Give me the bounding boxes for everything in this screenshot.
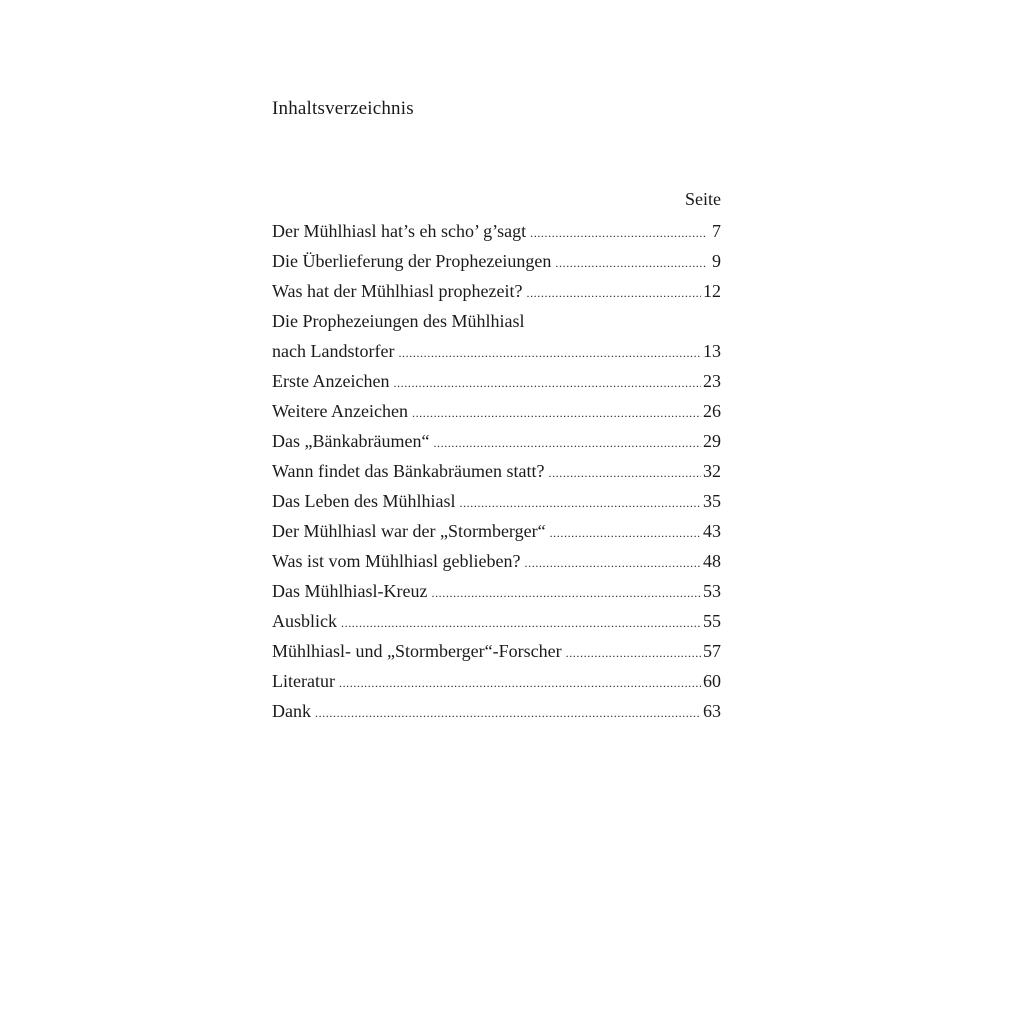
toc-entry-page: 57 [703,641,721,661]
leader-dots [530,218,707,248]
toc-entry-title: Der Mühlhiasl war der „Stormberger“ [272,521,546,541]
toc-entry-title: Was hat der Mühlhiasl prophezeit? [272,281,523,301]
toc-entry-page: 53 [703,581,721,601]
toc-entry [272,696,721,726]
toc-entry [272,426,721,456]
leader-dots [433,428,701,458]
toc-entry-title: Das Leben des Mühlhiasl [272,491,456,511]
toc-entry [272,516,721,546]
leader-dots [431,578,701,608]
leader-dots [555,248,707,278]
toc-entry [272,666,721,696]
toc-entry-page: 26 [703,401,721,421]
toc-entry [272,276,721,306]
toc-entry-title: Dank [272,701,311,721]
leader-dots [525,548,701,578]
toc-entry-page: 12 [703,281,721,301]
leader-dots [398,338,701,368]
leader-dots [548,458,701,488]
toc-entry-title: Das Mühlhiasl-Kreuz [272,581,428,601]
page-title: Inhaltsverzeichnis [272,98,414,119]
toc-entry-title: Das „Bänkabräumen“ [272,431,430,451]
toc-entry-page: 63 [703,701,721,721]
toc-entry [272,636,721,666]
toc-entry [272,606,721,636]
toc-entry-page: 23 [703,371,721,391]
toc-entry-page: 35 [703,491,721,511]
toc-entry-page: 13 [703,341,721,361]
toc-entry-title: Der Mühlhiasl hat’s eh scho’ g’sagt [272,221,527,241]
leader-dots [393,368,701,398]
toc-entry-page: 32 [703,461,721,481]
leader-dots [412,398,701,428]
toc-entry-title: Was ist vom Mühlhiasl geblieben? [272,551,521,571]
toc-entry [272,216,721,246]
toc-entry [272,306,721,336]
toc-entry-title: Erste Anzeichen [272,371,390,391]
leader-dots [566,638,701,668]
toc-entry-title: Weitere Anzeichen [272,401,408,421]
leader-dots [341,608,701,638]
toc-entry-title: Mühlhiasl- und „Stormberger“-Forscher [272,641,562,661]
toc-entry [272,366,721,396]
toc-entry [272,546,721,576]
leader-dots [339,668,701,698]
toc-entry-title: Ausblick [272,611,337,631]
toc-entry-page: 55 [703,611,721,631]
page-column-label: Seite [685,189,721,209]
table-of-contents [272,186,721,726]
toc-entry [272,336,721,366]
toc-entry-page: 60 [703,671,721,691]
toc-entry-page: 29 [703,431,721,451]
toc-entry-page: 48 [703,551,721,571]
toc-entry-title: Wann findet das Bänkabräumen statt? [272,461,545,481]
toc-entry-page: 7 [712,221,721,241]
toc-entry-title: Die Prophezeiungen des Mühlhiasl [272,311,525,331]
toc-entry [272,246,721,276]
toc-entry-page: 9 [712,251,721,271]
leader-dots [526,278,701,308]
toc-entry-title: Die Überlieferung der Prophezeiungen [272,251,552,271]
toc-entry [272,456,721,486]
leader-dots [550,518,701,548]
toc-entry-page: 43 [703,521,721,541]
leader-dots [459,488,701,518]
toc-entry-title: Literatur [272,671,335,691]
leader-dots [315,698,701,728]
toc-entry [272,486,721,516]
toc-entry-title: nach Landstorfer [272,341,395,361]
toc-entry [272,576,721,606]
toc-entry [272,396,721,426]
